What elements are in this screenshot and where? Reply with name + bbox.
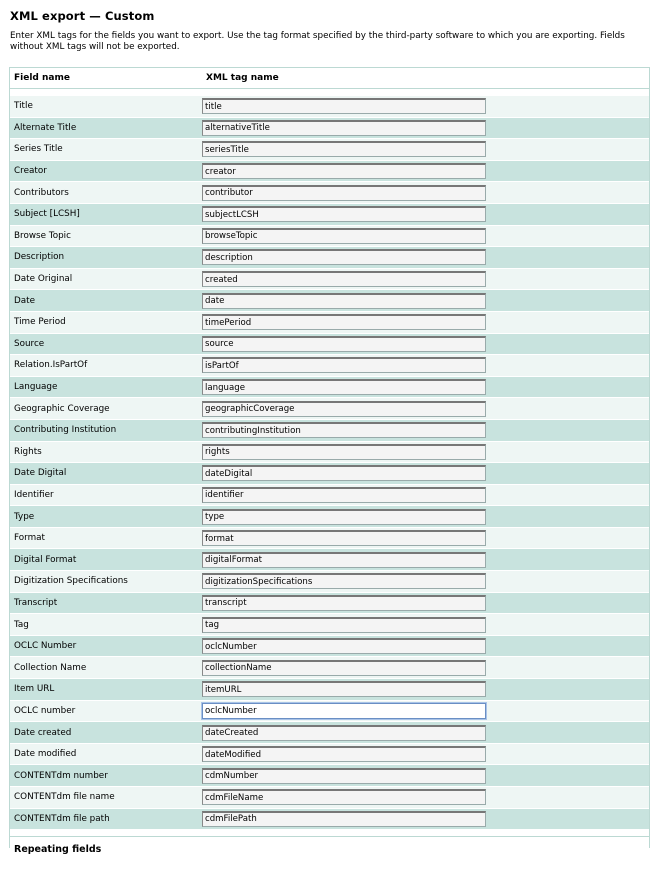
xml-tag-input[interactable] bbox=[202, 314, 486, 330]
table-row bbox=[10, 657, 649, 679]
table-row bbox=[10, 463, 649, 485]
field-name-label: Browse Topic bbox=[14, 230, 71, 241]
xml-tag-input[interactable] bbox=[202, 336, 486, 352]
table-row bbox=[10, 442, 649, 464]
xml-tag-input[interactable] bbox=[202, 703, 486, 719]
xml-tag-input[interactable] bbox=[202, 271, 486, 287]
xml-tag-input[interactable] bbox=[202, 789, 486, 805]
table-row bbox=[10, 614, 649, 636]
xml-tag-input[interactable] bbox=[202, 228, 486, 244]
xml-tag-input[interactable] bbox=[202, 638, 486, 654]
field-name-label: Description bbox=[14, 252, 65, 263]
column-header-xml-tag-name: XML tag name bbox=[206, 73, 279, 83]
table-row bbox=[10, 809, 649, 831]
xml-tag-input[interactable] bbox=[202, 509, 486, 525]
field-name-label: Time Period bbox=[14, 317, 66, 328]
xml-tag-input[interactable] bbox=[202, 444, 486, 460]
xml-tag-input[interactable] bbox=[202, 768, 486, 784]
field-name-label: Date Original bbox=[14, 274, 73, 285]
field-name-label: Type bbox=[14, 511, 35, 522]
table-row bbox=[10, 269, 649, 291]
field-name-label: Geographic Coverage bbox=[14, 403, 110, 414]
table-row bbox=[10, 787, 649, 809]
table-row bbox=[10, 355, 649, 377]
field-name-label: Alternate Title bbox=[14, 122, 77, 133]
page-title: XML export — Custom bbox=[10, 9, 155, 23]
xml-tag-input[interactable] bbox=[202, 293, 486, 309]
field-name-label: Title bbox=[14, 101, 33, 112]
xml-tag-input[interactable] bbox=[202, 401, 486, 417]
table-row bbox=[10, 679, 649, 701]
column-header-field-name: Field name bbox=[14, 73, 70, 83]
field-name-label: CONTENTdm file name bbox=[14, 792, 115, 803]
xml-tag-input[interactable] bbox=[202, 552, 486, 568]
table-row bbox=[10, 161, 649, 183]
xml-tag-input[interactable] bbox=[202, 573, 486, 589]
field-name-label: Tag bbox=[14, 619, 29, 630]
xml-tag-input[interactable] bbox=[202, 595, 486, 611]
table-row bbox=[10, 290, 649, 312]
field-name-label: Source bbox=[14, 338, 45, 349]
xml-tag-input[interactable] bbox=[202, 141, 486, 157]
table-row bbox=[10, 485, 649, 507]
section-repeating-fields: Repeating fields bbox=[10, 836, 649, 860]
field-name-label: Contributors bbox=[14, 187, 69, 198]
table-row bbox=[10, 96, 649, 118]
table-row bbox=[10, 398, 649, 420]
field-name-label: Language bbox=[14, 382, 58, 393]
table-body bbox=[10, 96, 649, 830]
table-row bbox=[10, 139, 649, 161]
table-row bbox=[10, 549, 649, 571]
xml-tag-input[interactable] bbox=[202, 811, 486, 827]
table-row bbox=[10, 334, 649, 356]
field-name-label: Date bbox=[14, 295, 36, 306]
table-row bbox=[10, 247, 649, 269]
field-name-label: Date Digital bbox=[14, 468, 67, 479]
field-name-label: Creator bbox=[14, 166, 47, 177]
xml-tag-input[interactable] bbox=[202, 120, 486, 136]
table-row bbox=[10, 182, 649, 204]
field-name-label: OCLC Number bbox=[14, 641, 77, 652]
field-name-label: OCLC number bbox=[14, 705, 76, 716]
xml-tag-input[interactable] bbox=[202, 379, 486, 395]
table-row bbox=[10, 506, 649, 528]
table-row bbox=[10, 420, 649, 442]
field-name-label: Date modified bbox=[14, 749, 77, 760]
xml-tag-input[interactable] bbox=[202, 660, 486, 676]
table-row bbox=[10, 226, 649, 248]
field-name-label: Digitization Specifications bbox=[14, 576, 128, 587]
field-name-label: Collection Name bbox=[14, 662, 87, 673]
table-row bbox=[10, 744, 649, 766]
table-header bbox=[10, 68, 649, 89]
table-row bbox=[10, 722, 649, 744]
xml-tag-input[interactable] bbox=[202, 465, 486, 481]
xml-tag-input[interactable] bbox=[202, 422, 486, 438]
table-row bbox=[10, 571, 649, 593]
xml-tag-input[interactable] bbox=[202, 185, 486, 201]
table-row bbox=[10, 701, 649, 723]
table-row bbox=[10, 377, 649, 399]
xml-tag-input[interactable] bbox=[202, 357, 486, 373]
field-name-label: CONTENTdm file path bbox=[14, 813, 110, 824]
xml-tag-input[interactable] bbox=[202, 725, 486, 741]
field-name-label: Transcript bbox=[14, 597, 58, 608]
xml-tag-input[interactable] bbox=[202, 746, 486, 762]
field-name-label: Relation.IsPartOf bbox=[14, 360, 88, 371]
field-name-label: Rights bbox=[14, 446, 42, 457]
table-row bbox=[10, 636, 649, 658]
field-name-label: Contributing Institution bbox=[14, 425, 117, 436]
xml-tag-table bbox=[9, 67, 650, 856]
table-row bbox=[10, 765, 649, 787]
field-name-label: CONTENTdm number bbox=[14, 770, 108, 781]
xml-tag-input[interactable] bbox=[202, 487, 486, 503]
xml-tag-input[interactable] bbox=[202, 249, 486, 265]
xml-tag-input[interactable] bbox=[202, 617, 486, 633]
table-row bbox=[10, 312, 649, 334]
table-row bbox=[10, 593, 649, 615]
table-row bbox=[10, 528, 649, 550]
xml-tag-input[interactable] bbox=[202, 206, 486, 222]
field-name-label: Format bbox=[14, 533, 45, 544]
page-description: Enter XML tags for the fields you want to export. Use the tag format specified by the third-party software to which you are exporting. Fields without XML tags will not be exported. bbox=[10, 31, 625, 52]
field-name-label: Item URL bbox=[14, 684, 55, 695]
xml-tag-input[interactable] bbox=[202, 681, 486, 697]
header-spacer bbox=[10, 89, 649, 96]
field-name-label: Identifier bbox=[14, 489, 54, 500]
field-name-label: Date created bbox=[14, 727, 72, 738]
xml-tag-input[interactable] bbox=[202, 163, 486, 179]
table-row bbox=[10, 204, 649, 226]
xml-tag-input[interactable] bbox=[202, 98, 486, 114]
table-row bbox=[10, 118, 649, 140]
field-name-label: Series Title bbox=[14, 144, 63, 155]
field-name-label: Digital Format bbox=[14, 554, 77, 565]
xml-tag-input[interactable] bbox=[202, 530, 486, 546]
field-name-label: Subject [LCSH] bbox=[14, 209, 80, 220]
